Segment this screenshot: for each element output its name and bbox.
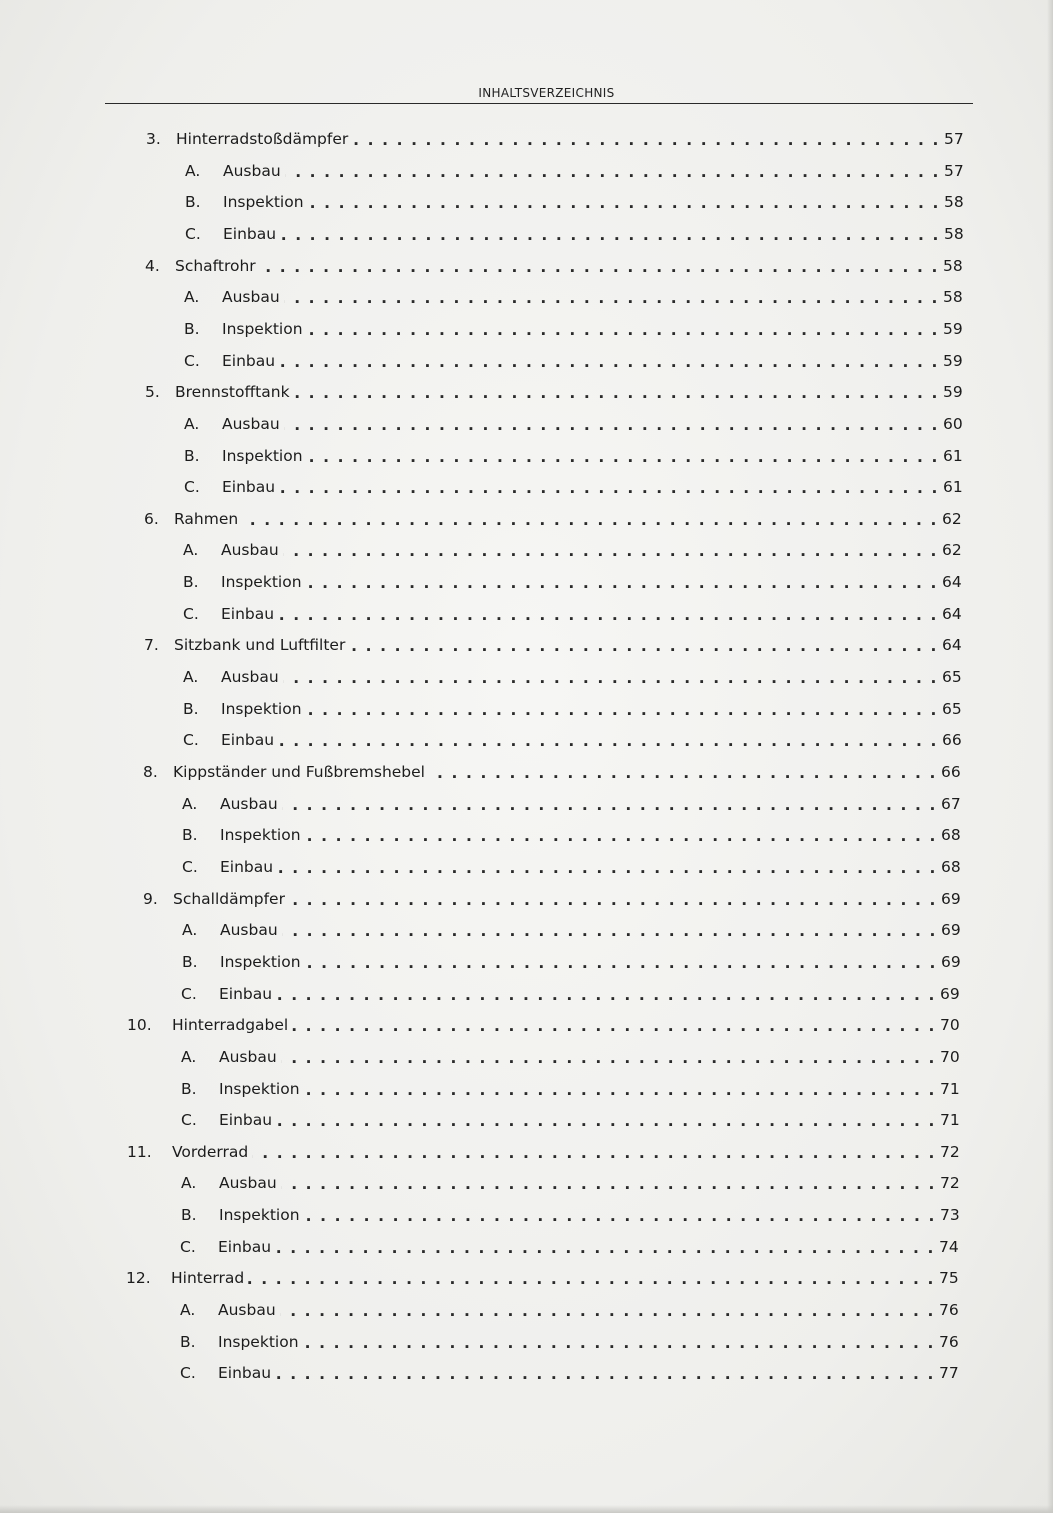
toc-page-number: 64 — [942, 636, 962, 655]
toc-page-number: 62 — [942, 541, 962, 560]
toc-page-number: 59 — [943, 319, 963, 338]
toc-section-number: 9. — [143, 889, 158, 908]
toc-page-number: 77 — [939, 1364, 959, 1383]
toc-page-number: 68 — [941, 857, 961, 876]
toc-page-number: 61 — [943, 478, 963, 497]
toc-entry-title: Hinterradstoßdämpfer — [176, 130, 349, 148]
page-header: INHALTSVERZEICHNIS — [478, 86, 615, 100]
dot-leader — [306, 573, 938, 591]
toc-page-number: 60 — [943, 414, 963, 433]
toc-entry-title: Inspektion — [220, 952, 301, 971]
toc-page-number: 74 — [939, 1237, 959, 1256]
toc-subsection-letter: B. — [181, 1079, 197, 1098]
dot-leader — [282, 795, 937, 813]
toc-subsection-entry — [181, 1105, 964, 1129]
toc-page-number: 75 — [939, 1269, 959, 1288]
dot-leader — [349, 636, 938, 654]
toc-subsection-letter: B. — [183, 573, 199, 592]
toc-subsection-entry — [182, 915, 965, 939]
toc-page-number: 62 — [942, 509, 962, 528]
toc-section-entry — [126, 1263, 963, 1287]
toc-subsection-letter: C. — [181, 984, 197, 1003]
page-edge-shadow — [1047, 0, 1053, 1513]
dot-leader — [289, 890, 937, 908]
toc-subsection-entry — [185, 187, 968, 211]
toc-page-number: 71 — [940, 1079, 960, 1098]
toc-entry-title: Inspektion — [219, 1079, 300, 1098]
toc-subsection-entry — [183, 535, 966, 559]
dot-leader — [281, 1048, 936, 1066]
dot-leader — [282, 921, 937, 939]
toc-entry-title: Einbau — [222, 478, 276, 497]
toc-page-number: 69 — [941, 952, 961, 971]
toc-subsection-entry — [183, 567, 966, 591]
toc-entry-title: Hinterradgabel — [172, 1016, 289, 1035]
toc-page-number: 70 — [940, 1016, 960, 1035]
toc-page-number: 70 — [940, 1047, 960, 1066]
toc-section-number: 5. — [145, 383, 160, 402]
toc-entry-title: Inspektion — [221, 699, 302, 718]
toc-entry-title: Einbau — [219, 984, 273, 1003]
toc-page-number: 72 — [940, 1174, 960, 1193]
toc-page-number: 73 — [940, 1206, 960, 1225]
toc-subsection-letter: B. — [182, 952, 198, 971]
dot-leader — [304, 1080, 936, 1098]
toc-page-number: 58 — [944, 193, 964, 212]
toc-entry-title: Inspektion — [221, 573, 302, 592]
toc-entry-title: Einbau — [219, 1111, 273, 1130]
toc-section-number: 11. — [127, 1142, 152, 1161]
toc-entry-title: Ausbau — [222, 414, 280, 433]
toc-subsection-entry — [180, 1232, 963, 1256]
toc-section-entry — [143, 884, 965, 908]
toc-subsection-entry — [184, 282, 967, 306]
toc-page-number: 66 — [941, 763, 961, 781]
toc-subsection-letter: A. — [183, 668, 199, 687]
toc-entry-title: Einbau — [218, 1237, 272, 1256]
toc-subsection-entry — [182, 852, 965, 876]
toc-subsection-entry — [183, 662, 966, 686]
toc-subsection-letter: A. — [181, 1047, 197, 1066]
toc-page-number: 71 — [940, 1111, 960, 1130]
toc-entry-title: Sitzbank und Luftfilter — [174, 636, 346, 655]
toc-subsection-letter: A. — [182, 794, 198, 813]
toc-entry-title: Inspektion — [220, 826, 301, 845]
dot-leader — [280, 1301, 935, 1319]
toc-page-number: 59 — [943, 351, 963, 370]
toc-subsection-letter: C. — [183, 604, 199, 623]
toc-page-number: 69 — [941, 889, 961, 908]
toc-entry-title: Ausbau — [219, 1047, 277, 1066]
dot-leader — [292, 1016, 936, 1034]
dot-leader — [294, 383, 939, 401]
toc-entry-title: Ausbau — [223, 161, 281, 180]
toc-section-entry — [143, 757, 965, 781]
toc-subsection-entry — [180, 1295, 963, 1319]
toc-section-number: 10. — [127, 1016, 152, 1035]
toc-page-number: 76 — [939, 1332, 959, 1351]
toc-entry-title: Kippständer und Fußbremshebel — [173, 763, 425, 781]
dot-leader — [279, 478, 939, 496]
toc-entry-title: Vorderrad — [172, 1142, 249, 1161]
toc-entry-title: Einbau — [220, 857, 274, 876]
toc-subsection-letter: C. — [180, 1364, 196, 1383]
toc-section-number: 8. — [143, 763, 158, 781]
toc-page-number: 69 — [941, 921, 961, 940]
toc-entry-title: Einbau — [218, 1364, 272, 1383]
toc-section-number: 3. — [146, 130, 161, 148]
dot-leader — [276, 1111, 936, 1129]
toc-section-number: 4. — [145, 256, 160, 275]
dot-leader — [303, 1333, 935, 1351]
dot-leader — [252, 1143, 936, 1161]
toc-entry-title: Ausbau — [220, 794, 278, 813]
toc-subsection-letter: B. — [181, 1206, 197, 1225]
dot-leader — [248, 1269, 935, 1287]
toc-section-entry — [144, 504, 966, 528]
dot-leader — [278, 605, 938, 623]
toc-subsection-letter: C. — [180, 1237, 196, 1256]
toc-subsection-letter: B. — [185, 193, 201, 212]
toc-entry-title: Inspektion — [222, 319, 303, 338]
toc-page-number: 59 — [943, 383, 963, 402]
toc-subsection-letter: A. — [181, 1174, 197, 1193]
toc-entry-title: Hinterrad — [171, 1269, 245, 1288]
toc-entry-title: Brennstofftank — [175, 383, 290, 402]
toc-subsection-letter: B. — [182, 826, 198, 845]
dot-leader — [307, 447, 939, 465]
dot-leader — [305, 953, 937, 971]
toc-section-entry — [145, 377, 967, 401]
toc-subsection-entry — [181, 1042, 964, 1066]
dot-leader — [242, 510, 938, 528]
toc-page-number: 66 — [942, 731, 962, 750]
dot-leader — [285, 162, 940, 180]
toc-subsection-letter: B. — [183, 699, 199, 718]
toc-subsection-letter: C. — [185, 224, 201, 243]
dot-leader — [352, 130, 940, 148]
toc-subsection-entry — [180, 1358, 963, 1382]
toc-subsection-letter: C. — [181, 1111, 197, 1130]
toc-entry-title: Ausbau — [218, 1301, 276, 1320]
toc-subsection-letter: C. — [183, 731, 199, 750]
toc-section-entry — [145, 251, 967, 275]
toc-section-number: 6. — [144, 509, 159, 528]
toc-page-number: 76 — [939, 1301, 959, 1320]
toc-subsection-entry — [185, 156, 968, 180]
dot-leader — [275, 1238, 935, 1256]
toc-page-number: 68 — [941, 826, 961, 845]
toc-page-number: 67 — [941, 794, 961, 813]
toc-page-number: 64 — [942, 604, 962, 623]
toc-entry-title: Schaftrohr — [175, 256, 256, 275]
dot-leader — [277, 858, 937, 876]
toc-subsection-entry — [183, 725, 966, 749]
dot-leader — [284, 415, 939, 433]
toc-subsection-entry — [184, 472, 967, 496]
toc-entry-title: Einbau — [221, 731, 275, 750]
dot-leader — [304, 1206, 936, 1224]
toc-subsection-entry — [181, 1074, 964, 1098]
toc-entry-title: Ausbau — [221, 541, 279, 560]
dot-leader — [306, 700, 938, 718]
toc-subsection-entry — [184, 409, 967, 433]
toc-entry-title: Inspektion — [223, 193, 304, 212]
dot-leader — [280, 225, 940, 243]
toc-entry-title: Ausbau — [222, 288, 280, 307]
dot-leader — [281, 1174, 936, 1192]
toc-entry-title: Ausbau — [219, 1174, 277, 1193]
dot-leader — [308, 193, 940, 211]
dot-leader — [307, 320, 939, 338]
toc-subsection-letter: A. — [184, 414, 200, 433]
toc-section-entry — [127, 1137, 964, 1161]
toc-section-entry — [127, 1010, 964, 1034]
toc-subsection-letter: C. — [182, 857, 198, 876]
page-bottom-shadow — [0, 1505, 1053, 1513]
toc-section-entry — [146, 124, 968, 148]
toc-entry-title: Ausbau — [220, 921, 278, 940]
dot-leader — [279, 352, 939, 370]
toc-subsection-entry — [184, 346, 967, 370]
dot-leader — [260, 257, 939, 275]
toc-entry-title: Inspektion — [218, 1332, 299, 1351]
toc-subsection-entry — [181, 1168, 964, 1192]
toc-page-number: 72 — [940, 1142, 960, 1161]
toc-page-number: 64 — [942, 573, 962, 592]
toc-entry-title: Einbau — [222, 351, 276, 370]
dot-leader — [276, 985, 936, 1003]
toc-subsection-letter: A. — [182, 921, 198, 940]
toc-subsection-letter: C. — [184, 478, 200, 497]
toc-subsection-letter: A. — [183, 541, 199, 560]
toc-entry-title: Einbau — [223, 224, 277, 243]
toc-subsection-entry — [182, 820, 965, 844]
toc-section-entry — [144, 630, 966, 654]
toc-subsection-entry — [181, 979, 964, 1003]
toc-subsection-entry — [182, 789, 965, 813]
toc-page-number: 65 — [942, 668, 962, 687]
toc-entry-title: Einbau — [221, 604, 275, 623]
toc-entry-title: Inspektion — [222, 446, 303, 465]
toc-page-number: 57 — [944, 130, 964, 148]
toc-entry-title: Rahmen — [174, 509, 239, 528]
toc-subsection-entry — [184, 314, 967, 338]
dot-leader — [283, 541, 938, 559]
toc-entry-title: Schalldämpfer — [173, 889, 285, 908]
dot-leader — [278, 731, 938, 749]
dot-leader — [284, 288, 939, 306]
toc-subsection-letter: B. — [184, 319, 200, 338]
toc-subsection-letter: C. — [184, 351, 200, 370]
toc-subsection-entry — [184, 441, 967, 465]
toc-page-number: 58 — [944, 224, 964, 243]
toc-page-number: 61 — [943, 446, 963, 465]
toc-page-number: 69 — [940, 984, 960, 1003]
toc-subsection-letter: A. — [184, 288, 200, 307]
toc-subsection-entry — [183, 599, 966, 623]
toc-subsection-letter: B. — [180, 1332, 196, 1351]
toc-subsection-letter: A. — [180, 1301, 196, 1320]
dot-leader — [283, 668, 938, 686]
toc-page-number: 65 — [942, 699, 962, 718]
dot-leader — [429, 763, 937, 781]
toc-page-number: 58 — [943, 288, 963, 307]
toc-entry-title: Ausbau — [221, 668, 279, 687]
toc-subsection-letter: B. — [184, 446, 200, 465]
toc-subsection-letter: A. — [185, 161, 201, 180]
toc-entry-title: Inspektion — [219, 1206, 300, 1225]
toc-subsection-entry — [183, 694, 966, 718]
toc-subsection-entry — [181, 1200, 964, 1224]
toc-subsection-entry — [182, 947, 965, 971]
toc-section-number: 7. — [144, 636, 159, 655]
toc-subsection-entry — [180, 1327, 963, 1351]
toc-subsection-entry — [185, 219, 968, 243]
dot-leader — [275, 1364, 935, 1382]
toc-page-number: 58 — [943, 256, 963, 275]
dot-leader — [305, 826, 937, 844]
toc-page-number: 57 — [944, 161, 964, 180]
toc-section-number: 12. — [126, 1269, 151, 1288]
